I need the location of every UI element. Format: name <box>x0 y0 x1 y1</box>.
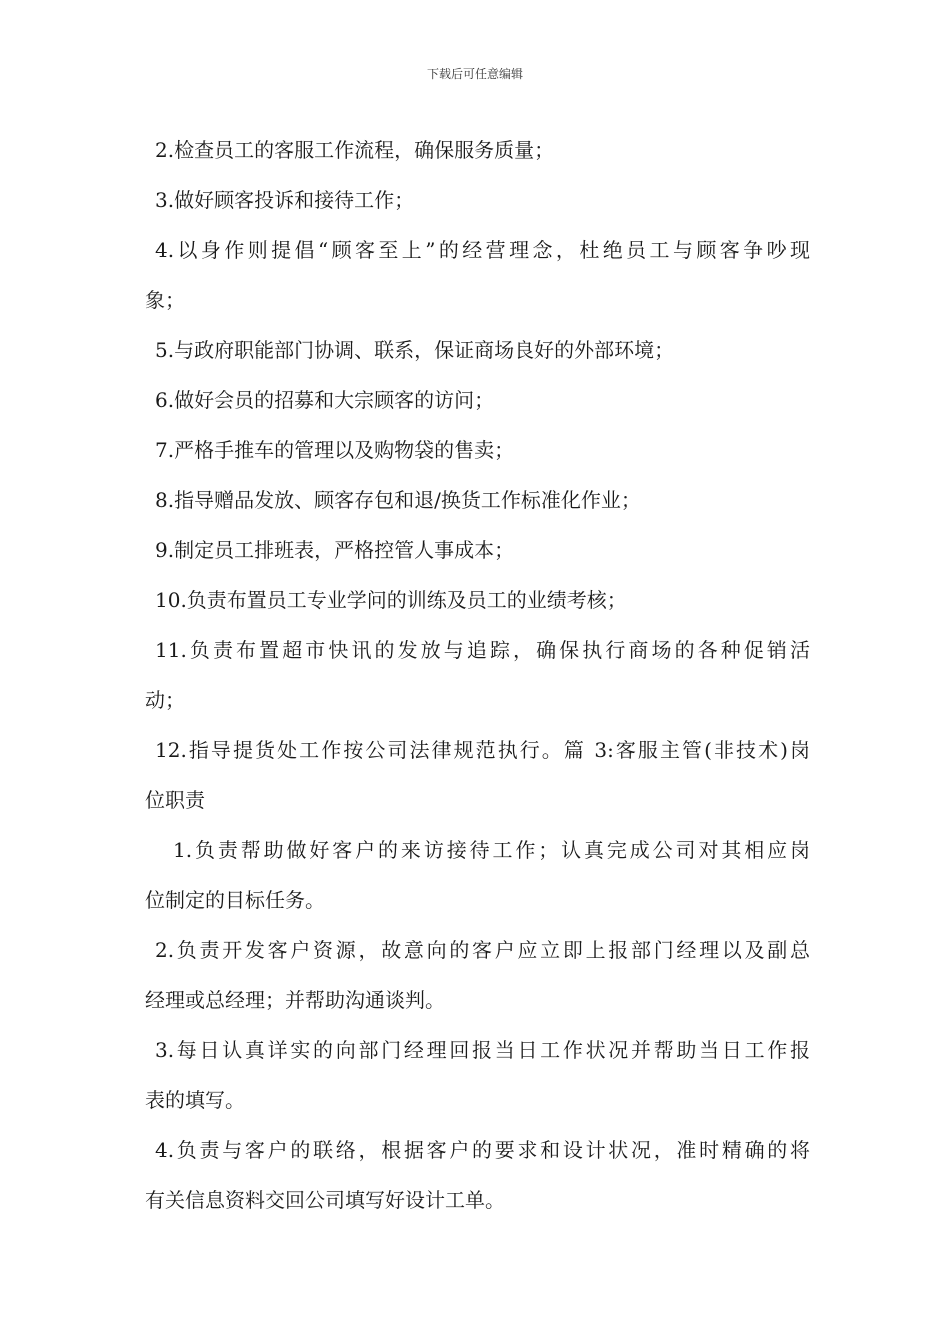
text-line-20 <box>145 1075 810 1125</box>
text-line-2 <box>145 175 810 225</box>
text-line-11 <box>145 625 810 675</box>
text-line-18-text: 经理或总经理；并帮助沟通谈判。 <box>145 988 445 1012</box>
text-line-8-text: 8.指导赠品发放、顾客存包和退/换货工作标准化作业； <box>155 488 641 512</box>
text-line-6 <box>145 375 810 425</box>
text-line-5 <box>145 325 810 375</box>
text-line-11-text: 11.负责布置超市快讯的发放与追踪，确保执行商场的各种促销活 <box>155 638 810 662</box>
text-line-16 <box>145 875 810 925</box>
text-line-14 <box>145 775 810 825</box>
text-line-21 <box>145 1125 810 1175</box>
text-line-10 <box>145 575 810 625</box>
text-line-12 <box>145 675 810 725</box>
text-line-6-text: 6.做好会员的招募和大宗顾客的访问； <box>155 388 495 412</box>
text-line-15-text: 1.负责帮助做好客户的来访接待工作；认真完成公司对其相应岗 <box>173 838 810 862</box>
text-line-20-text: 表的填写。 <box>145 1088 245 1112</box>
text-line-22 <box>145 1175 810 1225</box>
text-line-9-text: 9.制定员工排班表，严格控管人事成本； <box>155 538 515 562</box>
page-header: 下载后可任意编辑 <box>426 67 523 81</box>
text-line-12-text: 动； <box>145 688 185 712</box>
text-line-1 <box>145 125 810 175</box>
text-line-19-text: 3.每日认真详实的向部门经理回报当日工作状况并帮助当日工作报 <box>155 1038 810 1062</box>
text-line-4-text: 象； <box>145 288 185 312</box>
text-line-3-text: 4.以身作则提倡“顾客至上”的经营理念，杜绝员工与顾客争吵现 <box>155 238 810 262</box>
text-line-13-text: 12.指导提货处工作按公司法律规范执行。篇 3:客服主管(非技术)岗 <box>155 738 810 762</box>
text-line-7-text: 7.严格手推车的管理以及购物袋的售卖； <box>155 438 515 462</box>
text-line-4 <box>145 275 810 325</box>
text-line-18 <box>145 975 810 1025</box>
text-line-10-text: 10.负责布置员工专业学问的训练及员工的业绩考核； <box>155 588 627 612</box>
text-line-3 <box>145 225 810 275</box>
text-line-1-text: 2.检查员工的客服工作流程，确保服务质量； <box>155 138 555 162</box>
text-line-17 <box>145 925 810 975</box>
text-line-17-text: 2.负责开发客户资源，故意向的客户应立即上报部门经理以及副总 <box>155 938 810 962</box>
text-line-19 <box>145 1025 810 1075</box>
text-line-14-text: 位职责 <box>145 788 205 812</box>
text-line-22-text: 有关信息资料交回公司填写好设计工单。 <box>145 1188 505 1212</box>
text-line-5-text: 5.与政府职能部门协调、联系，保证商场良好的外部环境； <box>155 338 675 362</box>
text-line-2-text: 3.做好顾客投诉和接待工作； <box>155 188 415 212</box>
text-line-16-text: 位制定的目标任务。 <box>145 888 325 912</box>
text-line-9 <box>145 525 810 575</box>
text-line-7 <box>145 425 810 475</box>
text-line-13 <box>145 725 810 775</box>
text-line-21-text: 4.负责与客户的联络，根据客户的要求和设计状况，准时精确的将 <box>155 1138 810 1162</box>
text-line-15 <box>145 825 810 875</box>
document-body <box>145 125 810 1225</box>
text-line-8 <box>145 475 810 525</box>
